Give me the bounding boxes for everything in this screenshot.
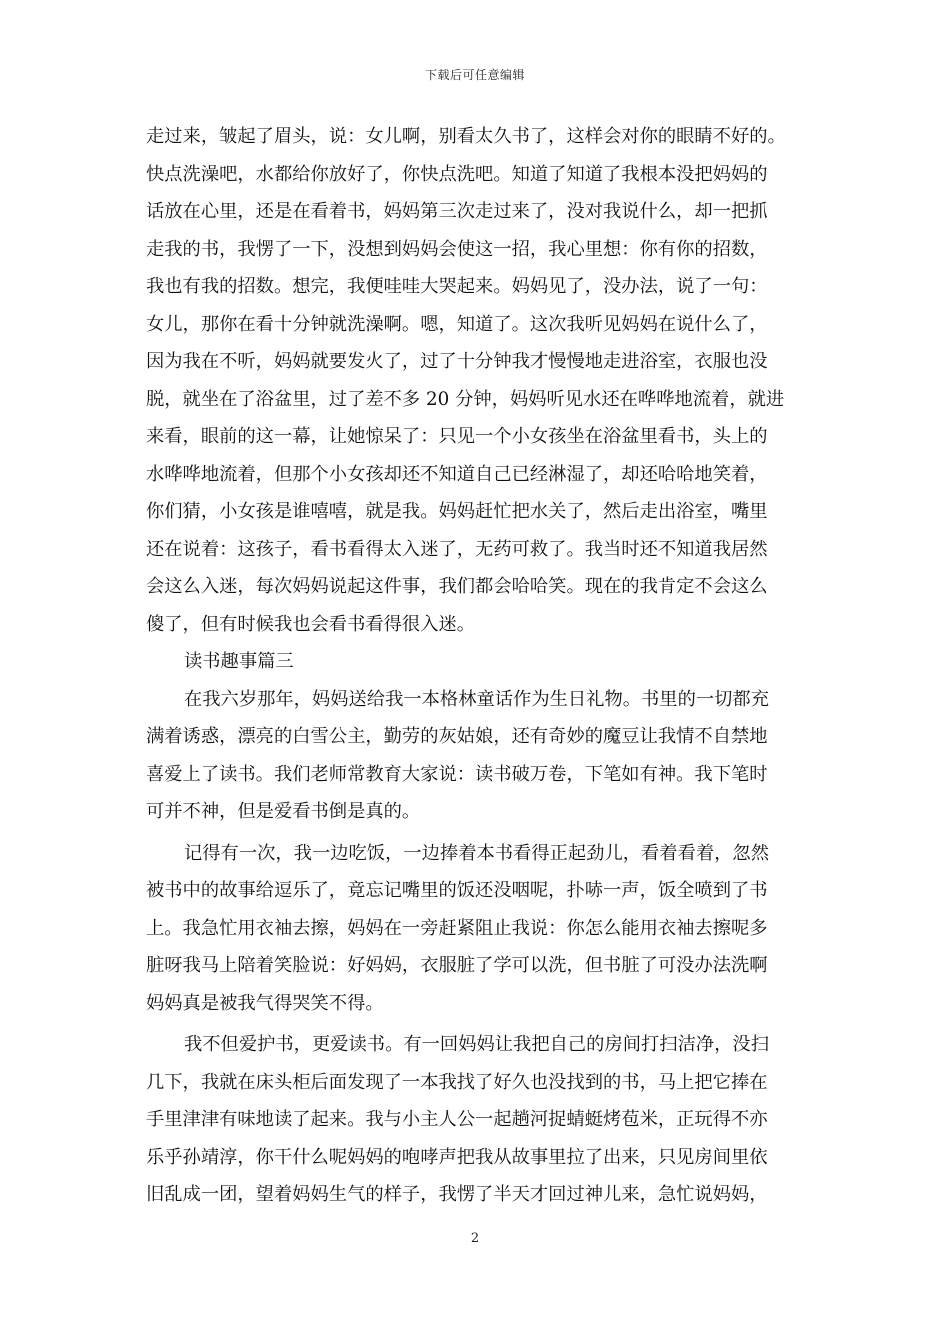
document-body (146, 118, 814, 1214)
text-line: 乐乎孙靖淳，你干什么呢妈妈的咆哮声把我从故事里拉了出来，只见房间里依 (146, 1146, 768, 1168)
text-line: 会这么入迷，每次妈妈说起这件事，我们都会哈哈笑。现在的我肯定不会这么 (146, 576, 768, 597)
text-line: 旧乱成一团，望着妈妈生气的样子，我愣了半天才回过神儿来，急忙说妈妈， (146, 1184, 768, 1205)
text-line: 因为我在不听，妈妈就要发火了，过了十分钟我才慢慢地走进浴室，衣服也没 (146, 351, 768, 372)
text-line: 快点洗澡吧，水都给你放好了，你快点洗吧。知道了知道了我根本没把妈妈的 (146, 163, 768, 185)
text-line: 走我的书，我愣了一下，没想到妈妈会使这一招，我心里想：你有你的招数， (146, 238, 768, 260)
text-line: 上。我急忙用衣袖去擦，妈妈在一旁赶紧阻止我说：你怎么能用衣袖去擦呢多 (146, 917, 768, 939)
text-line: 脱，就坐在了浴盆里，过了差不多 20 分钟，妈妈听见水还在哗哗地流着，就进 (146, 388, 785, 410)
text-line: 还在说着：这孩子，看书看得太入迷了，无药可救了。我当时还不知道我居然 (146, 538, 768, 560)
text-line: 妈妈真是被我气得哭笑不得。 (146, 992, 384, 1014)
text-line: 水哗哗地流着，但那个小女孩却还不知道自己已经淋湿了，却还哈哈地笑着， (146, 463, 768, 485)
text-line: 记得有一次，我一边吃饭，一边捧着本书看得正起劲儿，看着看着，忽然 (184, 842, 769, 864)
page-number: 2 (470, 1231, 480, 1246)
text-line: 可并不神，但是爱看书倒是真的。 (146, 801, 421, 822)
text-line: 被书中的故事给逗乐了，竟忘记嘴里的饭还没咽呢，扑哧一声，饭全喷到了书 (146, 880, 768, 901)
text-line: 我也有我的招数。想完，我便哇哇大哭起来。妈妈见了，没办法，说了一句： (146, 276, 768, 297)
text-line: 女儿，那你在看十分钟就洗澡啊。嗯，知道了。这次我听见妈妈在说什么了， (146, 313, 768, 335)
text-line: 满着诱惑，漂亮的白雪公主，勤劳的灰姑娘，还有奇妙的魔豆让我情不自禁地 (146, 726, 768, 747)
text-line: 话放在心里，还是在看着书，妈妈第三次走过来了，没对我说什么，却一把抓 (146, 201, 768, 222)
text-line: 来看，眼前的这一幕，让她惊呆了：只见一个小女孩坐在浴盆里看书，头上的 (146, 426, 768, 447)
text-line: 手里津津有味地读了起来。我与小主人公一起趟河捉蜻蜓烤苞米，正玩得不亦 (146, 1109, 768, 1130)
page-header: 下载后可任意编辑 (424, 68, 525, 82)
text-line: 你们猜，小女孩是谁嘻嘻，就是我。妈妈赶忙把水关了，然后走出浴室，嘴里 (146, 501, 768, 522)
section-heading: 读书趣事篇三 (184, 651, 294, 672)
text-line: 喜爱上了读书。我们老师常教育大家说：读书破万卷，下笔如有神。我下笔时 (146, 763, 768, 785)
text-line: 几下，我就在床头柜后面发现了一本我找了好久也没找到的书，马上把它捧在 (146, 1071, 768, 1093)
text-line: 傻了，但有时候我也会看书看得很入迷。 (146, 613, 476, 635)
text-line: 脏呀我马上陪着笑脸说：好妈妈，衣服脏了学可以洗，但书脏了可没办法洗啊 (146, 955, 768, 976)
text-line: 我不但爱护书，更爱读书。有一回妈妈让我把自己的房间打扫洁净，没扫 (184, 1034, 769, 1055)
text-line: 走过来，皱起了眉头，说：女儿啊，别看太久书了，这样会对你的眼睛不好的。 (146, 126, 786, 147)
text-line: 在我六岁那年，妈妈送给我一本格林童话作为生日礼物。书里的一切都充 (184, 688, 769, 710)
